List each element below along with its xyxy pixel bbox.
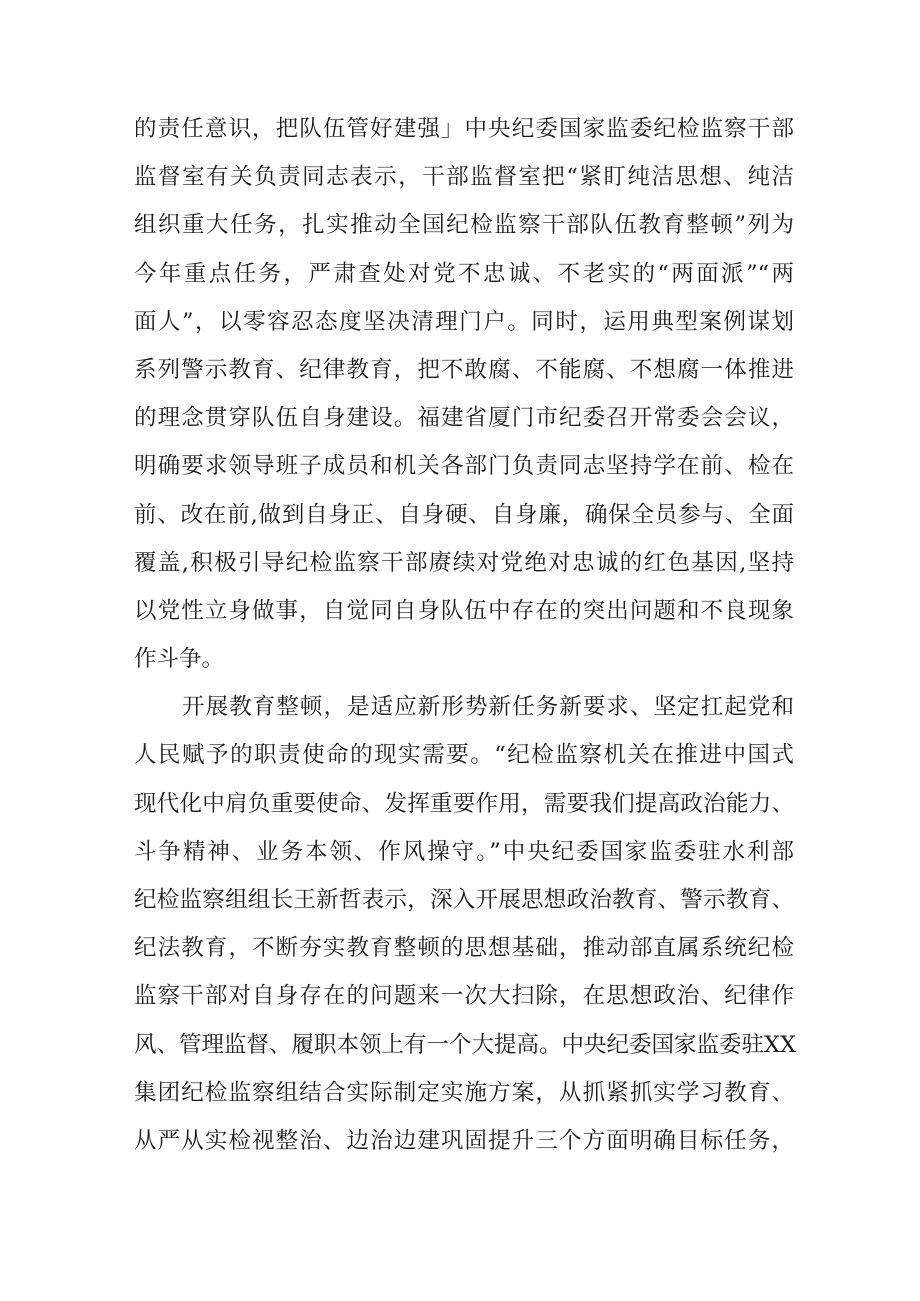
text-line: 组织重大任务，扎实推动全国纪检监察干部队伍教育整顿”列为 [134, 212, 794, 239]
text-line: 前、改在前,做到自身正、自身硬、自身廉，确保全员参与、全面 [134, 501, 794, 528]
text-line: 风、管理监督、履职本领上有一个大提高。中央纪委国家监委驻XX [134, 1031, 797, 1058]
paragraph-1 [134, 105, 794, 683]
text-line: 面人”，以零容忍态度坚决清理门户。同时，运用典型案例谋划 [134, 308, 794, 335]
text-line: 系列警示教育、纪律教育，把不敢腐、不能腐、不想腐一体推进 [134, 356, 794, 383]
text-line: 今年重点任务，严肃查处对党不忠诚、不老实的“两面派”“两 [134, 260, 794, 287]
text-line: 集团纪检监察组结合实际制定实施方案，从抓紧抓实学习教育、 [134, 1079, 794, 1106]
text-line: 作斗争。 [134, 646, 225, 673]
paragraph-2 [134, 683, 797, 1165]
text-line: 明确要求领导班子成员和机关各部门负责同志坚持学在前、检在 [134, 453, 794, 480]
text-line: 的责任意识，把队伍管好建强」中央纪委国家监委纪检监察干部 [134, 116, 794, 142]
document-body [134, 105, 797, 1165]
text-line: 现代化中肩负重要使命、发挥重要作用，需要我们提高政治能力、 [134, 790, 794, 817]
text-line: 斗争精神、业务本领、作风操守。”中央纪委国家监委驻水利部 [134, 838, 794, 865]
text-line: 监督室有关负责同志表示，干部监督室把“紧盯纯洁思想、纯洁 [134, 164, 794, 191]
text-line: 纪检监察组组长王新哲表示，深入开展思想政治教育、警示教育、 [134, 887, 794, 913]
text-line: 监察干部对自身存在的问题来一次大扫除，在思想政治、纪律作 [134, 983, 794, 1010]
text-line: 人民赋予的职责使命的现实需要。“纪检监察机关在推进中国式 [134, 742, 794, 769]
text-line: 纪法教育，不断夯实教育整顿的思想基础，推动部直属系统纪检 [134, 935, 794, 962]
text-line: 的理念贯穿队伍自身建设。福建省厦门市纪委召开常委会会议， [134, 405, 794, 432]
text-line: 以党性立身做事，自觉同自身队伍中存在的突出问题和不良现象 [134, 597, 794, 624]
text-line: 从严从实检视整治、边治边建巩固提升三个方面明确目标任务， [134, 1127, 794, 1154]
text-line: 开展教育整顿，是适应新形势新任务新要求、坚定扛起党和 [182, 694, 794, 721]
text-line: 覆盖,积极引导纪检监察干部赓续对党绝对忠诚的红色基因,坚持 [134, 549, 794, 576]
